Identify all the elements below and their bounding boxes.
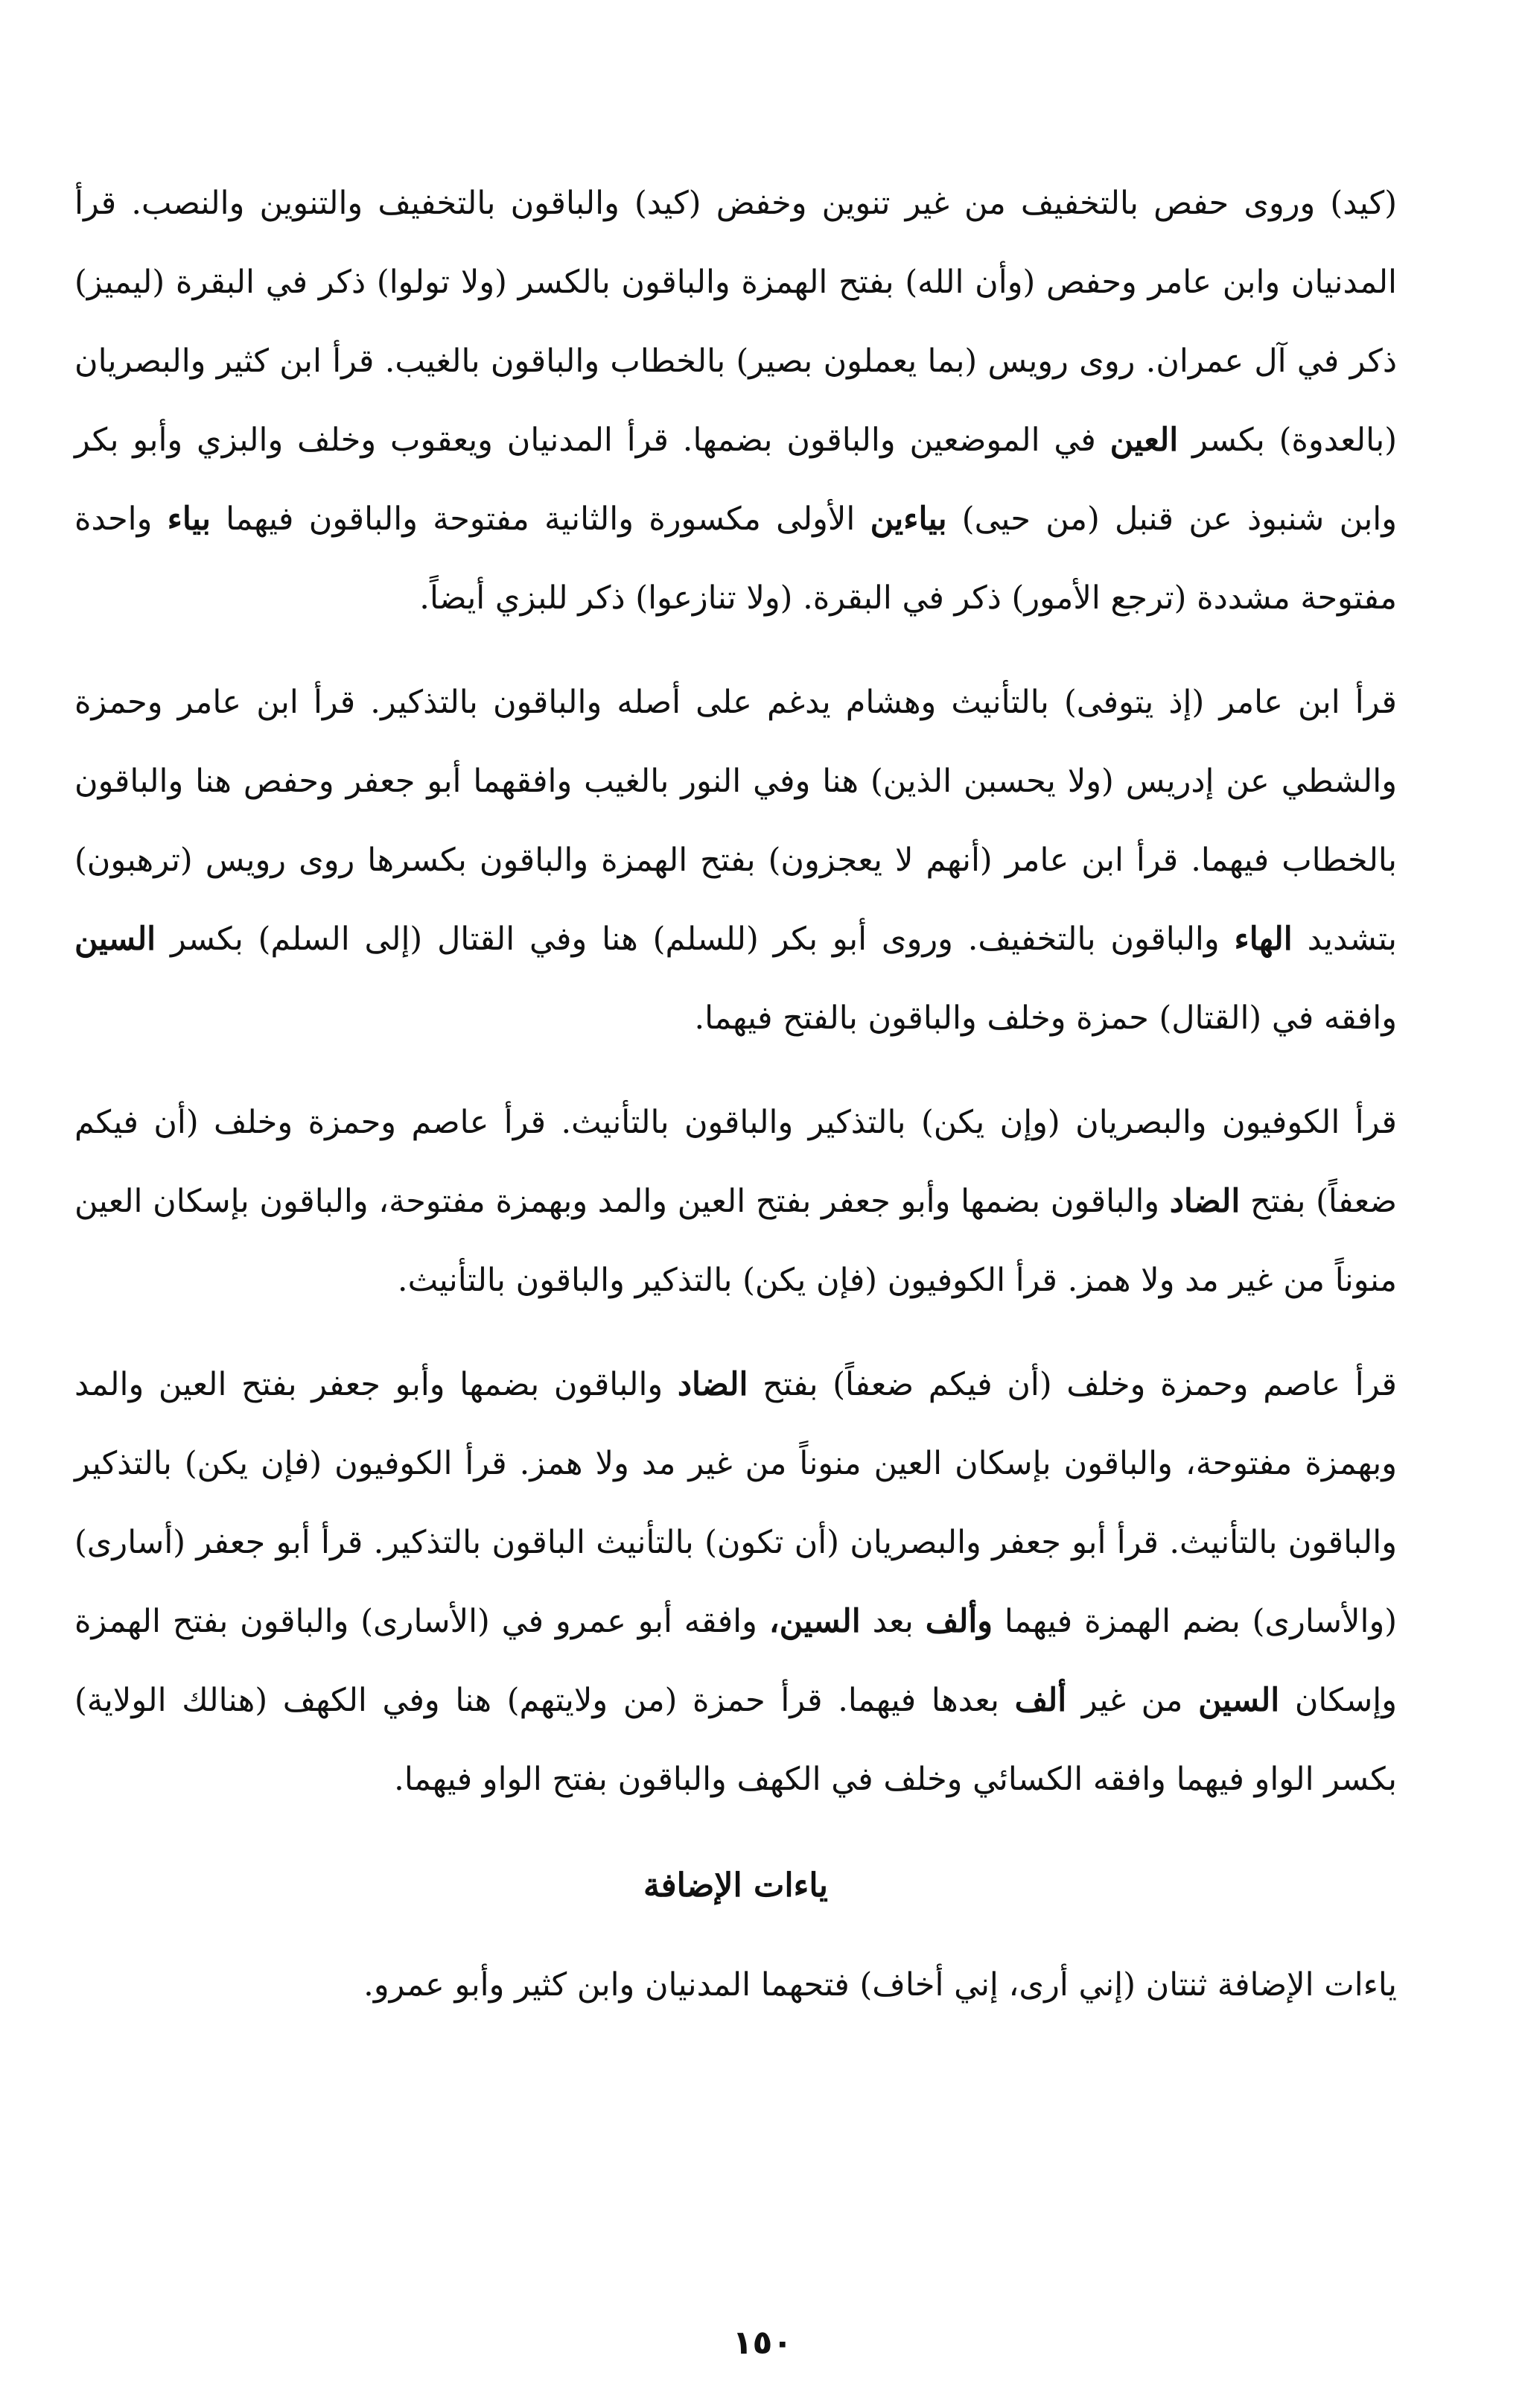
text-segment: في الموضعين والباقون بضمها. قرأ المدنيان ويعقوب وخلف والبزي وأبو بكر وابن شنبوذ عن قنبل (من حيى) — [74, 422, 1397, 538]
text-segment: الأولى مكسورة والثانية مفتوحة والباقون فيهما — [210, 501, 870, 538]
text-segment: بعدها فيهما. قرأ حمزة (من ولايتهم) هنا وفي الكهف (هنالك الولاية) بكسر الواو فيهما وافقه الكسائي وخلف في الكهف والباقون بفتح الواو فيهما. — [74, 1682, 1397, 1798]
bold-term: بياءين — [870, 501, 947, 538]
bold-term: السين — [1198, 1682, 1280, 1719]
bold-term: العين — [1109, 422, 1179, 459]
text-segment: واحدة مفتوحة مشددة (ترجع الأمور) ذكر في البقرة. (ولا تنازعوا) ذكر للبزي أيضاً. — [74, 501, 1397, 617]
bold-term: السين، — [768, 1603, 861, 1640]
paragraph-2 — [74, 663, 1397, 1058]
bold-term: الضاد — [677, 1366, 748, 1403]
text-segment: قرأ الكوفيون والبصريان (وإن يكن) بالتذكير والباقون بالتأنيث. قرأ عاصم وحمزة وخلف (أن فيكم ضعفاً) بفتح — [74, 1104, 1397, 1220]
text-segment: من غير — [1066, 1682, 1199, 1719]
paragraph-closing: ياءات الإضافة ثنتان (إني أرى، إني أخاف) فتحهما المدنيان وابن كثير وأبو عمرو. — [363, 1966, 1397, 2004]
paragraph-4 — [74, 1345, 1397, 1819]
text-segment: بعد — [860, 1603, 926, 1640]
paragraph-3 — [74, 1083, 1397, 1320]
bold-term: ألف — [1014, 1682, 1067, 1719]
page-body — [74, 164, 1397, 2050]
text-segment: والباقون بالتخفيف. وروى أبو بكر (للسلم) هنا وفي القتال (إلى السلم) بكسر — [156, 921, 1235, 958]
bold-term: السين — [74, 921, 156, 958]
text-segment: قرأ عاصم وحمزة وخلف (أن فيكم ضعفاً) بفتح — [748, 1366, 1397, 1403]
text-segment: (كيد) وروى حفص بالتخفيف من غير تنوين وخفض (كيد) والباقون بالتخفيف والتنوين والنصب. قرأ المدنيان وابن عامر وحفص (وأن الله) بفتح الهمزة والباقون بالكسر (ولا تولوا) ذكر في البقرة (ليميز) ذكر في آل عمران. روى رويس (بما يعملون بصير) بالخطاب والباقون بالغيب. قرأ ابن كثير والبصريان (بالعدوة) بكسر — [74, 185, 1398, 459]
text-segment: وافقه في (القتال) حمزة وخلف والباقون بالفتح فيهما. — [694, 1000, 1397, 1037]
page-number: ١٥٠ — [732, 2324, 793, 2362]
bold-term: الضاد — [1169, 1183, 1241, 1220]
text-segment: قرأ ابن عامر (إذ يتوفى) بالتأنيث وهشام يدغم على أصله والباقون بالتذكير. قرأ ابن عامر وحمزة والشطي عن إدريس (ولا يحسبن الذين) هنا وفي النور بالغيب وافقهما أبو جعفر وحفص هنا والباقون بالخطاب فيهما. قرأ ابن عامر (أنهم لا يعجزون) بفتح الهمزة والباقون بكسرها روى رويس (ترهبون) بتشديد — [74, 684, 1397, 958]
bold-term: الهاء — [1234, 921, 1293, 958]
text-segment: والباقون بضمها وأبو جعفر بفتح العين والمد وبهمزة مفتوحة، والباقون بإسكان العين منوناً من غير مد ولا همز. قرأ الكوفيون (فإن يكن) بالتذكير والباقون بالتأنيث. قرأ أبو جعفر والبصريان (أن تكون) بالتأنيث الباقون بالتذكير. قرأ أبو جعفر (أسارى) (والأسارى) بضم الهمزة فيهما — [74, 1366, 1397, 1640]
bold-term: بياء — [167, 501, 211, 538]
section-heading: ياءات الإضافة — [643, 1867, 828, 1905]
paragraph-1 — [74, 164, 1397, 638]
bold-term: وألف — [925, 1603, 993, 1640]
text-segment: وافقه أبو عمرو في (الأسارى) والباقون بفتح الهمزة وإسكان — [74, 1603, 1398, 1719]
text-segment: والباقون بضمها وأبو جعفر بفتح العين والمد وبهمزة مفتوحة، والباقون بإسكان العين منوناً من غير مد ولا همز. قرأ الكوفيون (فإن يكن) بالتذكير والباقون بالتأنيث. — [74, 1183, 1397, 1299]
